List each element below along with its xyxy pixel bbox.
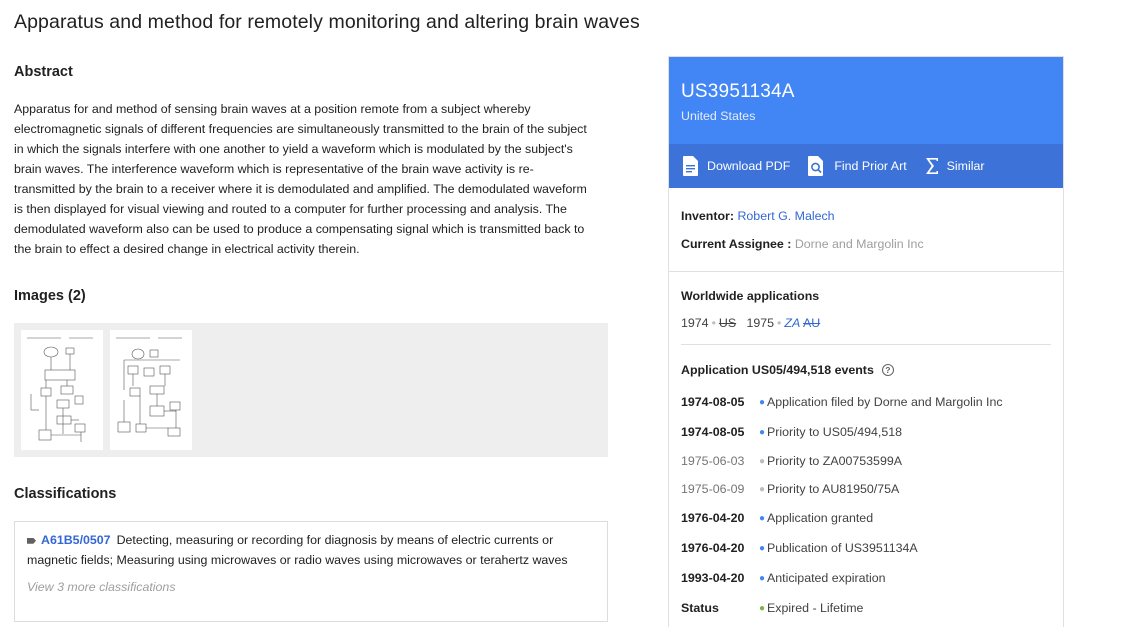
- inventor-link[interactable]: Robert G. Malech: [737, 209, 835, 223]
- download-pdf-label: Download PDF: [707, 159, 791, 173]
- event-text: Application granted: [767, 511, 874, 525]
- page-title: Apparatus and method for remotely monitoring and altering brain waves: [14, 11, 640, 33]
- tag-icon: [27, 538, 36, 544]
- patent-summary-panel: [668, 56, 1064, 627]
- publication-number: US3951134A: [681, 81, 795, 102]
- classifications-heading: Classifications: [14, 486, 117, 502]
- event-date: 1976-04-20: [681, 511, 745, 525]
- assignee-row: [681, 234, 1051, 262]
- patent-drawing-thumbnail-2[interactable]: [110, 330, 192, 450]
- inventor-row: [681, 206, 1051, 234]
- status-row: Status ● Expired - Lifetime: [681, 601, 864, 615]
- event-date: 1976-04-20: [681, 541, 745, 555]
- worldwide-heading: Worldwide applications: [681, 289, 820, 303]
- event-text: Priority to US05/494,518: [767, 425, 902, 439]
- event-text: Anticipated expiration: [767, 571, 886, 585]
- people-section: [669, 188, 1063, 262]
- event-text: Application filed by Dorne and Margolin Inc: [767, 395, 1003, 409]
- find-prior-art-label: Find Prior Art: [834, 159, 907, 173]
- view-more-classifications-link[interactable]: View 3 more classifications: [27, 580, 176, 594]
- assignee-value: Dorne and Margolin Inc: [794, 237, 924, 251]
- events-heading-text: Application US05/494,518 events: [681, 363, 874, 377]
- classification-entry: [27, 530, 595, 570]
- inventor-label: Inventor:: [681, 209, 735, 223]
- similar-label: Similar: [946, 159, 985, 173]
- event-row: 1975-06-09 ● Priority to AU81950/75A: [681, 482, 900, 496]
- status-value: Expired - Lifetime: [767, 601, 864, 615]
- panel-header: [669, 57, 1063, 144]
- divider: [681, 344, 1051, 345]
- event-date: 1974-08-05: [681, 395, 745, 409]
- event-row: 1993-04-20 ● Anticipated expiration: [681, 571, 886, 585]
- event-date: 1975-06-09: [681, 482, 745, 496]
- events-heading: [681, 363, 1051, 377]
- event-row: 1975-06-03 ● Priority to ZA00753599A: [681, 454, 902, 468]
- find-prior-art-button[interactable]: [808, 156, 906, 176]
- worldwide-country-us[interactable]: US: [718, 316, 737, 330]
- event-text: Publication of US3951134A: [767, 541, 918, 555]
- country-label: United States: [681, 109, 756, 123]
- events-list: [681, 387, 1051, 623]
- event-row: 1974-08-05 ● Priority to US05/494,518: [681, 425, 902, 439]
- abstract-text: Apparatus for and method of sensing brain waves at a position remote from a subject whereby electromagnetic signals of different frequencies are simultaneously transmitted to the brain of the subject in which the signals interfere with one another to yield a waveform which is modulated by the subject's brain waves. The interference waveform which is representative of the brain wave activity is re-transmitted by the brain to a receiver where it is demodulated and amplified. The demodulated waveform is then displayed for visual viewing and routed to a computer for further processing and analysis. The demodulated waveform also can be used to produce a compensating signal which is transmitted back to the brain to effect a desired change in electrical activity therein.: [14, 102, 587, 256]
- worldwide-country-za[interactable]: ZA: [784, 316, 801, 330]
- event-text: Priority to ZA00753599A: [767, 454, 902, 468]
- sigma-icon: [925, 157, 939, 175]
- document-icon: [683, 156, 699, 176]
- images-gallery: [14, 323, 608, 457]
- worldwide-country-au[interactable]: AU: [803, 316, 821, 330]
- status-label: Status: [681, 601, 719, 615]
- event-date: 1993-04-20: [681, 571, 745, 585]
- images-heading: Images (2): [14, 288, 86, 304]
- classifications-box: [14, 521, 608, 622]
- assignee-label: Current Assignee :: [681, 237, 792, 251]
- event-date: 1975-06-03: [681, 454, 745, 468]
- event-date: 1974-08-05: [681, 425, 745, 439]
- event-text: Priority to AU81950/75A: [767, 482, 900, 496]
- event-row: 1974-08-05 ● Application filed by Dorne and Margolin Inc: [681, 395, 1003, 409]
- patent-drawing-thumbnail-1[interactable]: [21, 330, 103, 450]
- download-pdf-button[interactable]: [683, 156, 790, 176]
- panel-action-bar: [669, 144, 1063, 188]
- help-icon[interactable]: ?: [882, 364, 894, 376]
- abstract-heading: Abstract: [14, 64, 73, 80]
- similar-button[interactable]: [925, 157, 985, 175]
- worldwide-year-1: 1974: [681, 316, 709, 330]
- worldwide-year-2: 1975: [746, 316, 775, 330]
- event-row: 1976-04-20 ● Publication of US3951134A: [681, 541, 918, 555]
- worldwide-section: [669, 272, 1063, 623]
- event-row: 1976-04-20 ● Application granted: [681, 511, 874, 525]
- classification-description: Detecting, measuring or recording for diagnosis by means of electric currents or magnetic fields; Measuring using microwaves or radio waves using microwaves or terahertz waves: [27, 533, 568, 567]
- worldwide-row: 1974 • US 1975 • ZA AU: [681, 316, 821, 330]
- classification-code-link[interactable]: A61B5/0507: [41, 533, 111, 547]
- document-search-icon: [808, 156, 826, 176]
